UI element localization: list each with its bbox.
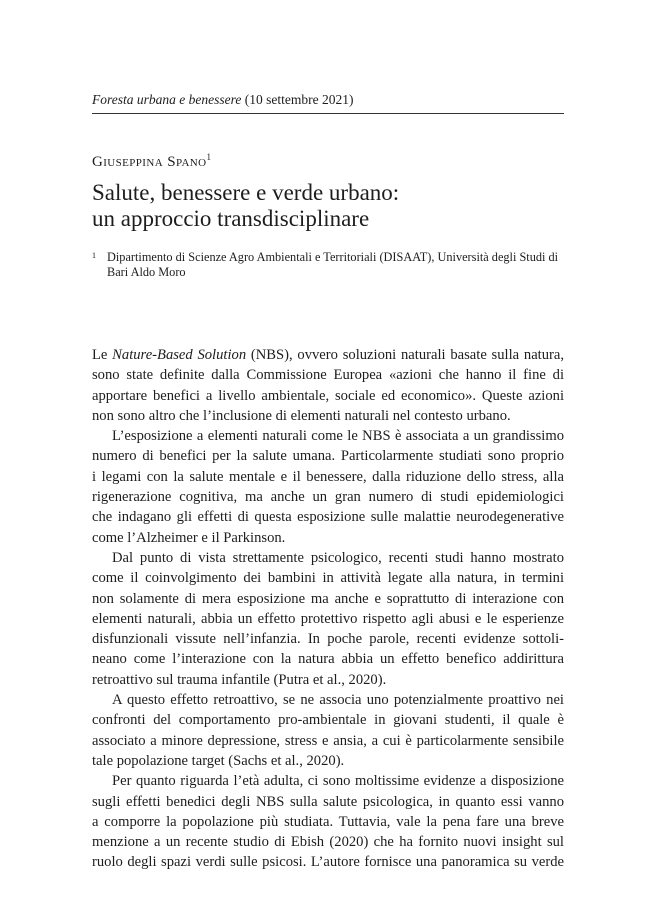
text-line: Dal punto di vista strettamente psicologico, recenti studi hanno mostrato bbox=[112, 549, 564, 566]
paragraph-3 bbox=[92, 548, 564, 690]
author-name: Giuseppina Spano$^1$ bbox=[92, 152, 211, 170]
title-line: Salute, benessere e verde urbano: bbox=[92, 180, 400, 205]
paragraph-5 bbox=[92, 771, 564, 872]
text-line: tale popolazione target (Sachs et al., 2020). bbox=[92, 752, 345, 769]
text-line: come il coinvolgimento dei bambini in attività legate alla natura, in termini bbox=[92, 570, 564, 587]
text-line: A questo effetto retroattivo, se ne associa uno potenzialmente proattivo nei bbox=[112, 692, 564, 709]
text-line: rigenerazione cognitiva, ma anche un gran numero di studi epidemiologici bbox=[92, 489, 564, 506]
text-line: sono state definite dalla Commissione Europea «azioni che hanno il fine di bbox=[92, 367, 564, 384]
text-line: neano come l’interazione con la natura abbia un effetto benefico addirittura bbox=[92, 651, 564, 668]
text-line: numero di benefici per la salute umana. Particolarmente studiati sono proprio bbox=[92, 448, 564, 465]
text-line: che indagano gli effetti di questa esposizione sulle malattie neurodegenerative bbox=[92, 509, 564, 526]
paragraph-2 bbox=[92, 426, 564, 548]
text-line: sugli effetti benedici degli NBS sulla salute psicologica, in quanto essi vanno bbox=[92, 793, 564, 810]
affiliation-line: Bari Aldo Moro bbox=[107, 265, 186, 279]
title-line: un approccio transdisciplinare bbox=[92, 206, 370, 231]
running-header bbox=[92, 92, 562, 108]
affiliation-footnote bbox=[92, 250, 562, 280]
text-line: confronti del comportamento pro-ambientale in giovani studenti, il quale è bbox=[92, 712, 564, 729]
paragraph-1 bbox=[92, 345, 564, 426]
body-text bbox=[92, 345, 564, 873]
text-line: Per quanto riguarda l’età adulta, ci sono moltissime evidenze a disposizione bbox=[112, 773, 564, 790]
text-line: disfunzionali vissute nell’infanzia. In poche parole, recenti evidenze sottoli- bbox=[92, 631, 564, 648]
text-line: ruolo degli spazi verdi sulle psicosi. L’autore fornisce una panoramica su verde bbox=[92, 854, 564, 871]
text-line: non sono altro che l’inclusione di elementi naturali nel contesto urbano. bbox=[92, 407, 511, 424]
text-line: i legami con la salute mentale e il benessere, dalla riduzione dello stress, alla bbox=[92, 468, 564, 485]
paragraph-4 bbox=[92, 690, 564, 771]
text-line: retroattivo sul trauma infantile (Putra et al., 2020). bbox=[92, 671, 387, 688]
text-line: non solamente di mera esposizione ma anche e soprattutto di interazione con bbox=[92, 590, 564, 607]
text-line: come l’Alzheimer e il Parkinson. bbox=[92, 529, 286, 546]
text-line: elementi naturali, abbia un effetto protettivo rispetto agli abusi e le esperienze bbox=[92, 610, 564, 627]
affiliation-line: Dipartimento di Scienze Agro Ambientali e Territoriali (DISAAT), Università degli Studi di bbox=[107, 250, 559, 264]
issue-date: (10 settembre 2021) bbox=[244, 92, 354, 107]
text-line: menzione a un recente studio di Ebish (2020) che ha fornito nuovi insight sul bbox=[92, 834, 564, 851]
nbs-term: Nature-Based Solution bbox=[112, 347, 247, 363]
affiliation-mark: 1 bbox=[92, 251, 96, 260]
text-line: L’esposizione a elementi naturali come le NBS è associata a un grandissimo bbox=[112, 428, 564, 445]
text-line: a comporre la popolazione più studiata. Tuttavia, vale la pena fare una breve bbox=[92, 813, 564, 830]
journal-title: Foresta urbana e benessere bbox=[92, 92, 242, 107]
article-title bbox=[92, 180, 564, 232]
text-line: apportare benefici a livello ambientale, sociale ed economico». Queste azioni bbox=[92, 387, 564, 404]
author-footnote-mark: 1 bbox=[206, 152, 211, 162]
header-rule bbox=[92, 113, 564, 114]
text-line: associato a minore depressione, stress e ansia, a cui è particolarmente sensibile bbox=[92, 732, 564, 749]
text-line: Le Nature-Based Solution (NBS), ovvero soluzioni naturali basate sulla natura, bbox=[92, 347, 565, 363]
